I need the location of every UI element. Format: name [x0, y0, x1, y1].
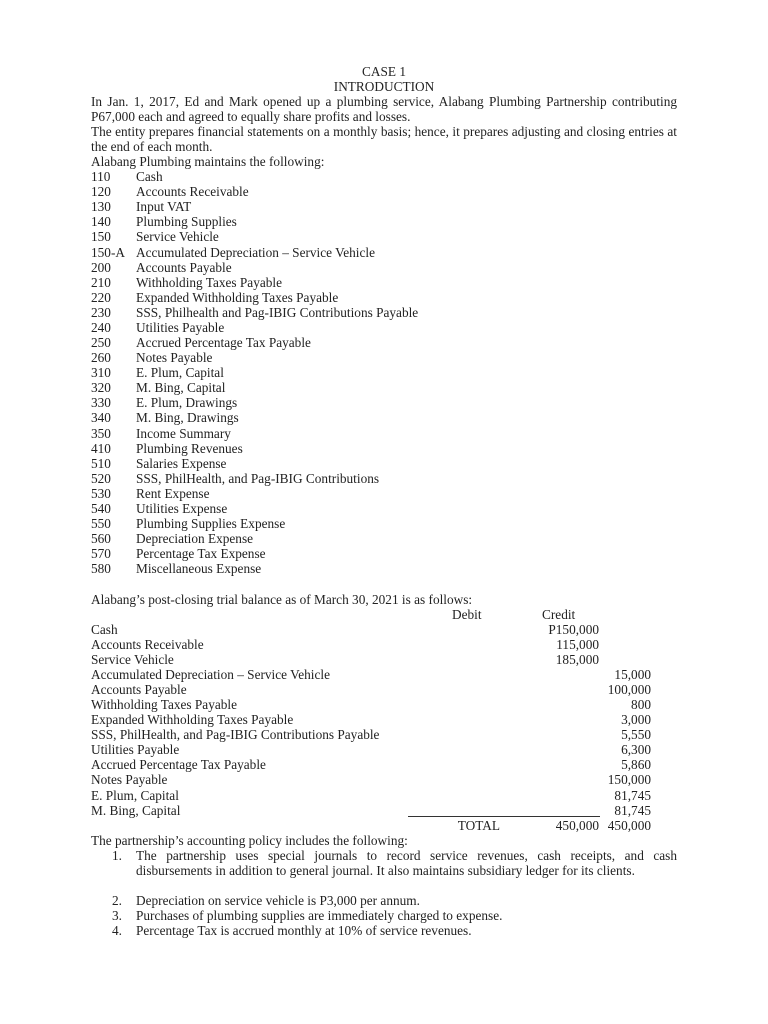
account-label: SSS, PhilHealth, and Pag-IBIG Contributions Payable [91, 727, 380, 742]
credit-header: Credit [542, 607, 576, 622]
table-row [91, 727, 651, 742]
credit-amount: 100,000 [607, 682, 651, 697]
account-code: 230 [91, 305, 111, 320]
account-code: 260 [91, 350, 111, 365]
debit-header: Debit [452, 607, 482, 622]
account-code: 320 [91, 380, 111, 395]
account-name: Plumbing Supplies Expense [136, 516, 286, 531]
account-label: Accounts Receivable [91, 637, 204, 652]
account-label: Cash [91, 622, 118, 637]
account-code: 330 [91, 395, 111, 410]
account-code: 210 [91, 275, 111, 290]
account-code: 200 [91, 260, 111, 275]
credit-amount: 15,000 [614, 667, 651, 682]
case-title: CASE 1 [362, 64, 406, 79]
account-code: 110 [91, 169, 111, 184]
account-name: Utilities Expense [136, 501, 228, 516]
account-label: Notes Payable [91, 772, 168, 787]
total-row [91, 818, 651, 833]
account-label: E. Plum, Capital [91, 788, 179, 803]
account-name: Plumbing Revenues [136, 441, 243, 456]
debit-amount: 185,000 [555, 652, 599, 667]
account-code: 350 [91, 426, 111, 441]
account-label: Accrued Percentage Tax Payable [91, 757, 266, 772]
account-code: 510 [91, 456, 111, 471]
account-code: 560 [91, 531, 111, 546]
account-code: 150 [91, 229, 111, 244]
credit-amount: 3,000 [621, 712, 651, 727]
account-label: Service Vehicle [91, 652, 174, 667]
credit-amount: 81,745 [614, 788, 651, 803]
account-code: 150-A [91, 245, 125, 260]
account-name: Miscellaneous Expense [136, 561, 262, 576]
total-credit: 450,000 [607, 818, 651, 833]
account-code: 220 [91, 290, 111, 305]
credit-amount: 81,745 [614, 803, 651, 818]
account-code: 310 [91, 365, 111, 380]
account-code: 240 [91, 320, 111, 335]
table-row [91, 757, 651, 772]
trial-balance-intro: Alabang’s post-closing trial balance as of March 30, 2021 is as follows: [91, 592, 473, 607]
account-name: Expanded Withholding Taxes Payable [136, 290, 339, 305]
account-name: SSS, PhilHealth, and Pag-IBIG Contributions [136, 471, 380, 486]
account-name: Utilities Payable [136, 320, 225, 335]
credit-amount: 150,000 [607, 772, 651, 787]
account-code: 580 [91, 561, 111, 576]
account-label: Accounts Payable [91, 682, 187, 697]
list-number: 1. [112, 848, 122, 863]
account-name: Rent Expense [136, 486, 210, 501]
table-row [91, 697, 651, 712]
list-number: 2. [112, 893, 122, 908]
total-label: TOTAL [457, 818, 500, 833]
section-title: INTRODUCTION [333, 79, 435, 94]
list-text: Depreciation on service vehicle is P3,000 per annum. [136, 893, 420, 908]
account-code: 540 [91, 501, 111, 516]
table-row [91, 772, 651, 787]
list-text: The partnership uses special journals to record service revenues, cash receipts, and cash disbursements in addition to general journal. It also maintains subsidiary ledger for its clients. [136, 848, 677, 879]
intro-paragraph-3: Alabang Plumbing maintains the following: [91, 154, 325, 169]
list-number: 3. [112, 908, 122, 923]
account-name: Accounts Payable [136, 260, 232, 275]
total-rule [408, 816, 600, 817]
table-row [91, 652, 651, 667]
account-name: Notes Payable [136, 350, 213, 365]
account-name: Plumbing Supplies [136, 214, 237, 229]
account-code: 410 [91, 441, 111, 456]
account-code: 550 [91, 516, 111, 531]
account-code: 570 [91, 546, 111, 561]
account-name: Accrued Percentage Tax Payable [136, 335, 311, 350]
account-code: 530 [91, 486, 111, 501]
account-label: Withholding Taxes Payable [91, 697, 238, 712]
account-code: 250 [91, 335, 111, 350]
account-code: 140 [91, 214, 111, 229]
account-name: Input VAT [136, 199, 192, 214]
account-code: 520 [91, 471, 111, 486]
credit-amount: 5,550 [621, 727, 651, 742]
table-row [91, 667, 651, 682]
account-name: Service Vehicle [136, 229, 219, 244]
account-name: E. Plum, Drawings [136, 395, 238, 410]
table-row [91, 682, 651, 697]
account-name: Depreciation Expense [136, 531, 254, 546]
account-name: Income Summary [136, 426, 231, 441]
total-debit: 450,000 [555, 818, 599, 833]
table-row [91, 712, 651, 727]
table-row [91, 742, 651, 757]
intro-paragraph-1: In Jan. 1, 2017, Ed and Mark opened up a plumbing service, Alabang Plumbing Partnership contributing P67,000 each and agreed to equally share profits and losses. [91, 94, 677, 125]
credit-amount: 6,300 [621, 742, 651, 757]
table-row [91, 788, 651, 803]
table-row [91, 622, 651, 637]
policy-intro: The partnership’s accounting policy includes the following: [91, 833, 408, 848]
credit-amount: 800 [631, 697, 651, 712]
account-code: 120 [91, 184, 111, 199]
account-name: SSS, Philhealth and Pag-IBIG Contributions Payable [136, 305, 419, 320]
debit-amount: 115,000 [556, 637, 599, 652]
account-name: Salaries Expense [136, 456, 227, 471]
account-label: M. Bing, Capital [91, 803, 181, 818]
account-name: M. Bing, Capital [136, 380, 226, 395]
account-name: Accumulated Depreciation – Service Vehicle [136, 245, 375, 260]
account-code: 130 [91, 199, 111, 214]
account-label: Accumulated Depreciation – Service Vehicle [91, 667, 330, 682]
account-name: Accounts Receivable [136, 184, 249, 199]
account-code: 340 [91, 410, 111, 425]
intro-paragraph-2: The entity prepares financial statements on a monthly basis; hence, it prepares adjusting and closing entries at the end of each month. [91, 124, 677, 155]
account-label: Utilities Payable [91, 742, 180, 757]
account-name: M. Bing, Drawings [136, 410, 239, 425]
list-text: Purchases of plumbing supplies are immediately charged to expense. [136, 908, 503, 923]
account-name: Withholding Taxes Payable [136, 275, 283, 290]
account-label: Expanded Withholding Taxes Payable [91, 712, 294, 727]
table-row [91, 637, 651, 652]
account-name: E. Plum, Capital [136, 365, 224, 380]
credit-amount: 5,860 [621, 757, 651, 772]
account-name: Percentage Tax Expense [136, 546, 266, 561]
list-number: 4. [112, 923, 122, 938]
list-text: Percentage Tax is accrued monthly at 10% of service revenues. [136, 923, 472, 938]
account-name: Cash [136, 169, 163, 184]
debit-amount: P150,000 [548, 622, 599, 637]
